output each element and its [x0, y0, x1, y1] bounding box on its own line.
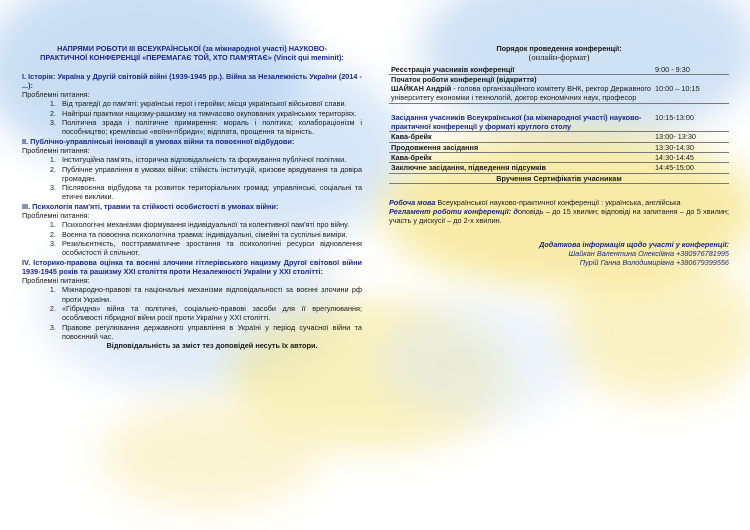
table-row: [389, 84, 729, 103]
table-row: [389, 142, 729, 152]
schedule-format: (онлайн-формат): [528, 52, 590, 63]
contact-line: Шайкан Валентина Олексіївна +380976781995: [568, 249, 729, 259]
certificates-cell: Вручення Сертифікатів учасникам: [389, 173, 729, 183]
responsibility-note: Відповідальність за зміст тез доповідей несуть їх автори.: [106, 341, 318, 351]
section-sub: Проблемні питання:: [22, 145, 90, 155]
table-row: [389, 173, 729, 183]
time-cell: 10:15-13:00: [653, 103, 729, 132]
list-item: 1. Міжнародно-правові та національні механізми відповідальності за воєнні злочини рф проти України.: [58, 285, 362, 304]
list-item: 2. Воєнна та повоєнна психологічна травма: індивідуальні, сімейні та суспільні виміри.: [58, 230, 362, 239]
event-cell: Початок роботи конференції (відкриття): [391, 74, 537, 84]
conference-directions-panel: [22, 44, 362, 351]
working-language: [389, 198, 729, 207]
list-item: 1. Від трагедії до пам'яті: українські герої і геройки; місця української військової слави.: [58, 99, 362, 108]
event-cell: Заключне засідання, підведення підсумків: [389, 163, 653, 173]
table-row: [389, 163, 729, 173]
section-heading: І. Історія: Україна у Другій світовій війні (1939-1945 рр.). Війна за Незалежність України (2014 - ...):: [22, 71, 362, 90]
time-cell: 14:45-15:00: [653, 163, 729, 173]
section-sub: Проблемні питання:: [22, 90, 90, 100]
list-item: 3. Резильєнтність, посттравматичне зростання та психологічні ресурси відновлення особистості й спільнот.: [58, 239, 362, 258]
list-item: 3. Правове регулювання державного управління в Україні у період сучасної війни та повоєнний час.: [58, 323, 362, 342]
table-row: [389, 132, 729, 142]
schedule-table: [389, 65, 729, 184]
contact-line: Пурій Ганна Володимирівна +380679399556: [579, 258, 729, 268]
list-item: 3. Політична зрада і політичне примирення: мораль і політика; колабораціонізм і пособництво; кремлівські «воїни-гібриди»; відплата, прощення та вірність.: [58, 118, 362, 137]
section-heading: IV. Історико-правова оцінка та воєнні злочини гітлерівського нацизму Другої світової війни 1939-1945 років та рашизму ХХІ століття проти Незалежності України у ХХІ столітті:: [22, 257, 362, 276]
event-cell: Реєстрація учасників конференції: [389, 65, 653, 75]
section-4: [22, 258, 362, 342]
table-row: [389, 65, 729, 75]
time-cell: 13:30-14:30: [653, 142, 729, 152]
section-1: [22, 72, 362, 137]
contacts-title: Додаткова інформація щодо участі у конференції:: [539, 239, 729, 249]
section-heading: ІІ. Публічно-управлінські інновації в умовах війни та повоєнної відбудови:: [22, 136, 295, 146]
section-sub: Проблемні питання:: [22, 211, 90, 221]
event-cell: Кава-брейк: [389, 152, 653, 162]
schedule-title: Порядок проведення конференції:: [496, 44, 622, 53]
speaker-cell: [389, 84, 653, 103]
time-cell: 10:00 – 10:15: [653, 84, 729, 103]
list-item: 1. Психологічні механізми формування індивідуальної та колективної пам'яті про війну.: [58, 220, 362, 229]
table-row: [389, 152, 729, 162]
regulations-label: Регламент роботи конференції: д: [389, 207, 518, 217]
section-3: [22, 202, 362, 258]
time-cell: 9:00 - 9:30: [653, 65, 729, 75]
table-row: [389, 103, 729, 132]
section-2: [22, 137, 362, 202]
event-cell: Засідання учасників Всеукраїнської (за міжнародної участі) науково-практичної конференції у форматі круглого столу: [389, 103, 653, 132]
directions-title: НАПРЯМИ РОБОТИ ІІІ ВСЕУКРАЇНСЬКОЇ (за міжнародної участі) НАУКОВО-ПРАКТИЧНОЇ КОНФЕРЕНЦІЇ «ПЕРЕМАГАЄ ТОЙ, ХТО ПАМ'ЯТАЄ» (Vincit qui meminit):: [40, 44, 344, 63]
time-cell: 13:00- 13:30: [653, 132, 729, 142]
list-item: 3. Післявоєнна відбудова та розвиток територіальних громад: управлінські, соціальні та етичні виклики.: [58, 183, 362, 202]
list-item: 2. «Гібридна» війна та політичні, соціально-правові засоби для її врегулювання; особливості гібридної війни росії проти України у ХХІ столітті.: [58, 304, 362, 323]
section-heading: ІІІ. Психологія пам'яті, травми та стійкості особистості в умовах війни:: [22, 201, 279, 211]
working-language-label: Робоча мова: [389, 197, 436, 207]
speaker-role: - голова організаційного комітету ВНК, ректор Державного університету економіки і технологій, доктор економічних наук, професор: [391, 84, 651, 103]
list-item: 1. Інституційна пам'ять, історична відповідальність та формування публічної політики.: [58, 155, 362, 164]
regulations: [389, 207, 729, 226]
regulations-value: оповідь – до 15 хвилин; відповіді на запитання – до 5 хвилин; участь у дискусії – до 2-х хвилин.: [389, 207, 729, 226]
event-cell: Продовження засідання: [389, 142, 653, 152]
working-language-value: Всеукраїнської науково-практичної конференції : українська, англійська: [435, 197, 681, 207]
time-cell: 14:30-14:45: [653, 152, 729, 162]
list-item: 2. Найгірші практики нацизму-рашизму на тимчасово окупованих українських територіях.: [58, 109, 362, 118]
schedule-panel: [389, 44, 729, 268]
section-sub: Проблемні питання:: [22, 276, 90, 286]
list-item: 2. Публічне управління в умовах війни: стійкість інституцій, кризове врядування та довіра громадян.: [58, 165, 362, 184]
event-cell: Кава-брейк: [389, 132, 653, 142]
table-row: [389, 74, 729, 84]
speaker-name: ШАЙКАН Андрій: [391, 84, 452, 94]
